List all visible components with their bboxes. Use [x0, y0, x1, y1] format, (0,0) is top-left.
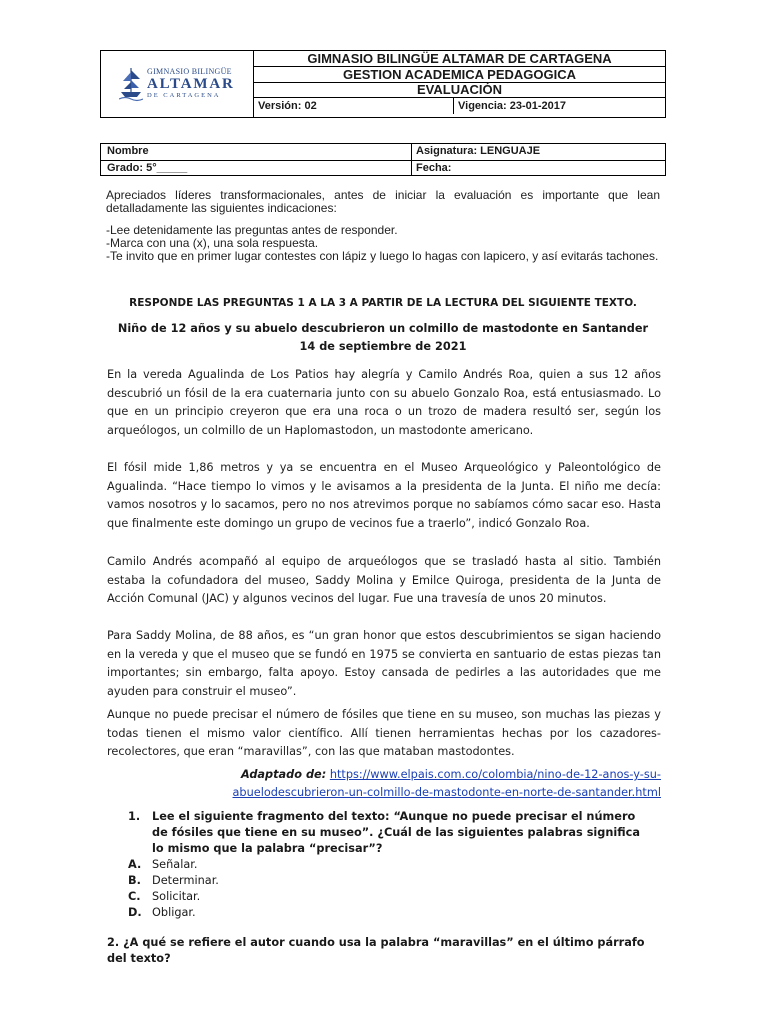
question-1-options	[128, 857, 219, 921]
school-name: GIMNASIO BILINGÜE ALTAMAR DE CARTAGENA	[254, 51, 665, 67]
option-text: Solicitar.	[152, 890, 201, 903]
logo-bottom-text: DE CARTAGENA	[147, 92, 221, 100]
option-d[interactable]	[128, 905, 219, 921]
instruction-item: -Te invito que en primer lugar contestes con lápiz y luego lo hagas con lapicero, y así evitarás tachones.	[106, 249, 659, 263]
source-link-continued[interactable]: abuelodescubrieron-un-colmillo-de-mastodonte-en-norte-de-santander.html	[232, 786, 661, 799]
option-letter: C.	[128, 890, 141, 903]
article-paragraph: Aunque no puede precisar el número de fósiles que tiene en su museo, son muchas las piezas y todas tienen el mismo valor científico. Allí tienen herramientas hechas por los cazadores-recolectores, que eran “maravillas”, con las que mataban mastodontes.	[107, 708, 661, 758]
source-link[interactable]: https://www.elpais.com.co/colombia/nino-de-12-anos-y-su-	[329, 768, 661, 781]
sailing-ship-icon	[119, 66, 143, 102]
option-letter: D.	[128, 906, 142, 919]
question-text: Lee el siguiente fragmento del texto: “Aunque no puede precisar el número de fósiles que tiene en su museo”. ¿Cuál de las siguientes palabras significa lo mismo que la palabra “precisar”?	[152, 810, 640, 855]
version-label: Versión: 02	[254, 98, 454, 114]
source-label: Adaptado de:	[240, 768, 327, 781]
option-c[interactable]	[128, 889, 219, 905]
article-paragraph: Para Saddy Molina, de 88 años, es “un gran honor que estos descubrimientos se sigan haciendo en la vereda y que el museo que se fundó en 1975 se convierta en santuario de estas piezas tan importantes; sin embargo, falta apoyo. Estoy cansada de pedirles a las autoridades que me ayuden para construir el museo”.	[107, 629, 661, 698]
article-paragraph: Camilo Andrés acompañó al equipo de arqueólogos que se trasladó hasta al sitio. También estaba la cofundadora del museo, Saddy Molina y Emilce Quiroga, presidenta de la Junta de Acción Comunal (JAC) y algunos vecinos del lugar. Fue una travesía de unos 20 minutos.	[107, 555, 661, 605]
option-b[interactable]	[128, 873, 219, 889]
header-info	[254, 51, 665, 117]
question-2: 2. ¿A qué se refiere el autor cuando usa la palabra “maravillas” en el último párrafo del texto?	[107, 936, 645, 965]
date-field[interactable]: Fecha:	[416, 162, 452, 174]
option-letter: B.	[128, 874, 141, 887]
option-text: Señalar.	[152, 858, 198, 871]
article-title: Niño de 12 años y su abuelo descubrieron un colmillo de mastodonte en Santander	[117, 322, 649, 335]
school-logo	[119, 66, 235, 102]
validity-label: Vigencia: 23-01-2017	[458, 100, 567, 112]
logo-top-text: GIMNASIO BILINGÜE	[147, 67, 232, 77]
logo-cell	[101, 51, 254, 117]
question-1	[128, 809, 668, 857]
instruction-item: -Lee detenidamente las preguntas antes de responder.	[106, 223, 398, 237]
department-name: GESTION ACADEMICA PEDAGOGICA	[254, 67, 665, 83]
student-info-table	[100, 143, 666, 176]
article-date: 14 de septiembre de 2021	[299, 340, 467, 353]
reading-heading: RESPONDE LAS PREGUNTAS 1 A LA 3 A PARTIR DE LA LECTURA DEL SIGUIENTE TEXTO.	[129, 297, 637, 309]
option-text: Determinar.	[152, 874, 219, 887]
question-number: 1.	[128, 810, 141, 823]
option-a[interactable]	[128, 857, 219, 873]
subject-label: Asignatura: LENGUAJE	[416, 145, 541, 157]
document-header	[100, 50, 666, 118]
name-field[interactable]: Nombre	[101, 144, 412, 160]
grade-field[interactable]: Grado: 5°_____	[101, 161, 412, 176]
logo-main-text: ALTAMAR	[147, 76, 235, 93]
option-text: Obligar.	[152, 906, 196, 919]
instruction-item: -Marca con una (x), una sola respuesta.	[106, 236, 319, 250]
document-type: EVALUACIÓN	[254, 83, 665, 98]
article-paragraph: El fósil mide 1,86 metros y ya se encuentra en el Museo Arqueológico y Paleontológico de Agualinda. “Hace tiempo lo vimos y le avisamos a la presidenta de la Junta. El niño me decía: vamos nosotros y lo sacamos, pero no nos atrevimos porque no sabíamos cómo sacar eso. Hasta que finalmente este domingo un grupo de vecinos fue a traerlo”, indicó Gonzalo Roa.	[107, 461, 661, 530]
option-letter: A.	[128, 858, 142, 871]
article-paragraph: En la vereda Agualinda de Los Patios hay alegría y Camilo Andrés Roa, quien a sus 12 años descubrió un fósil de la era cuaternaria junto con su abuelo Gonzalo Roa, está entusiasmado. Lo que en un principio creyeron que era una roca o un trozo de madera resultó ser, según los arqueólogos, un colmillo de un Haplomastodon, un mastodonte americano.	[107, 368, 661, 437]
instructions-list	[106, 224, 660, 263]
instructions-intro: Apreciados líderes transformacionales, antes de iniciar la evaluación es importante que lean detalladamente las siguientes indicaciones:	[106, 188, 660, 215]
source-citation	[107, 766, 661, 802]
